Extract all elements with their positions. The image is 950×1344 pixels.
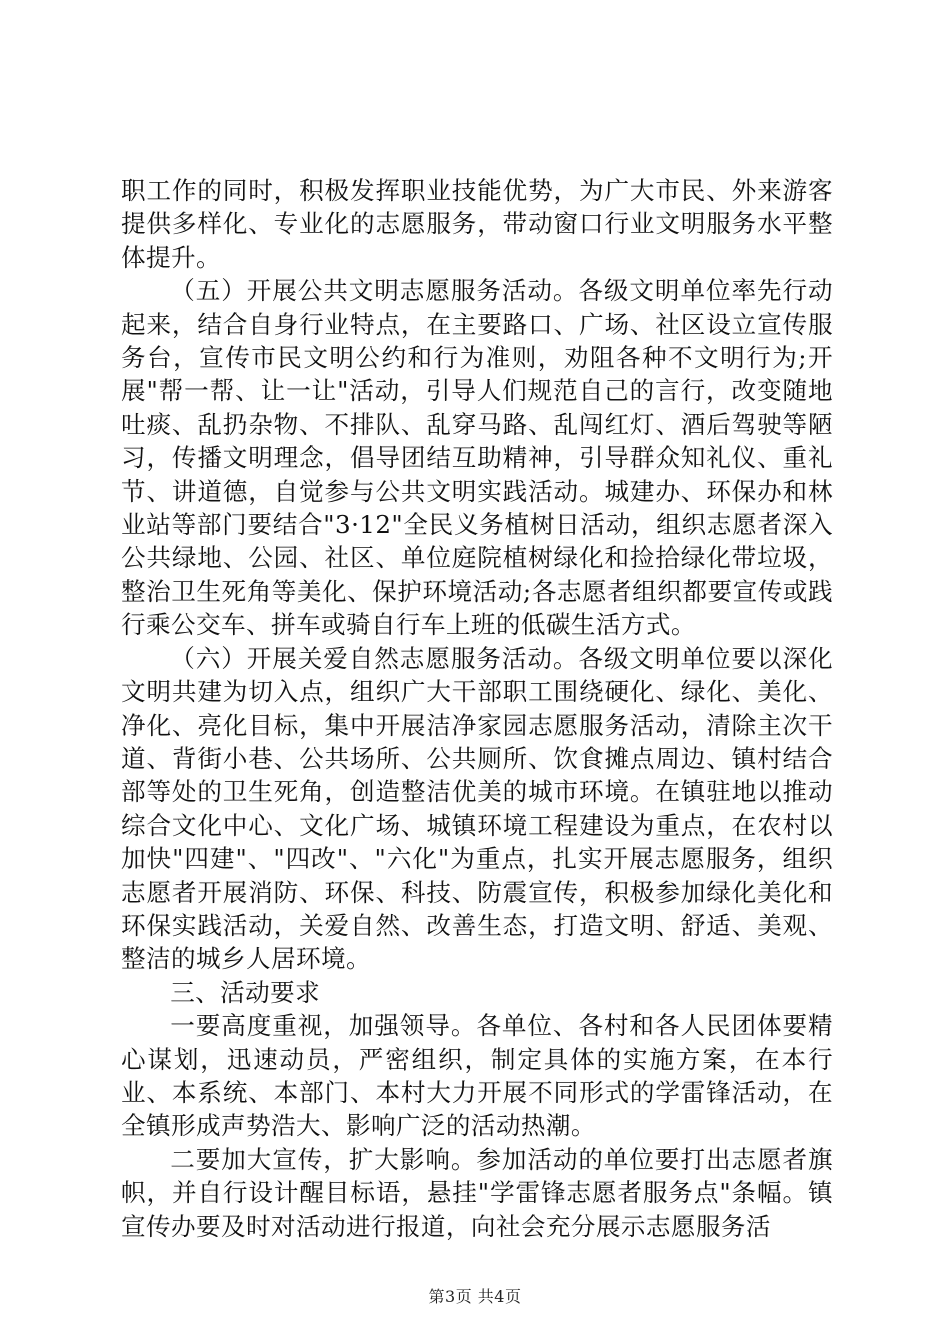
- paragraph-nature-care: （六）开展关爱自然志愿服务活动。各级文明单位要以深化文明共建为切入点，组织广大干部职工围绕硬化、绿化、美化、净化、亮化目标，集中开展洁净家园志愿服务活动，清除主次干道、背街小巷、公共场所、公共厕所、饮食摊点周边、镇村结合部等处的卫生死角，创造整洁优美的城市环境。在镇驻地以推动综合文化中心、文化广场、城镇环境工程建设为重点，在农村以加快"四建"、"四改"、"六化"为重点，扎实开展志愿服务，组织志愿者开展消防、环保、科技、防震宣传，积极参加绿化美化和环保实践活动，关爱自然、改善生态，打造文明、舒适、美观、整洁的城乡人居环境。: [121, 643, 833, 974]
- paragraph-public-civility: （五）开展公共文明志愿服务活动。各级文明单位率先行动起来，结合自身行业特点，在主要路口、广场、社区设立宣传服务台，宣传市民文明公约和行为准则，劝阻各种不文明行为;开展"帮一帮、让一让"活动，引导人们规范自己的言行，改变随地吐痰、乱扔杂物、不排队、乱穿马路、乱闯红灯、酒后驾驶等陋习，传播文明理念，倡导团结互助精神，引导群众知礼仪、重礼节、讲道德，自觉参与公共文明实践活动。城建办、环保办和林业站等部门要结合"3·12"全民义务植树日活动，组织志愿者深入公共绿地、公园、社区、单位庭院植树绿化和捡拾绿化带垃圾，整治卫生死角等美化、保护环境活动;各志愿者组织都要宣传或践行乘公交车、拼车或骑自行车上班的低碳生活方式。: [121, 276, 833, 640]
- section-heading-requirements: 三、活动要求: [170, 977, 321, 1007]
- document-body: [121, 174, 833, 1243]
- paragraph-requirement-two: 二要加大宣传，扩大影响。参加活动的单位要打出志愿者旗帜，并自行设计醒目标语，悬挂"学雷锋志愿者服务点"条幅。镇宣传办要及时对活动进行报道，向社会充分展示志愿服务活: [121, 1144, 833, 1241]
- paragraph-continuation: 职工作的同时，积极发挥职业技能优势，为广大市民、外来游客提供多样化、专业化的志愿服务，带动窗口行业文明服务水平整体提升。: [121, 176, 833, 272]
- paragraph-requirement-one: 一要高度重视，加强领导。各单位、各村和各人民团体要精心谋划，迅速动员，严密组织，制定具体的实施方案，在本行业、本系统、本部门、本村大力开展不同形式的学雷锋活动，在全镇形成声势浩大、影响广泛的活动热潮。: [121, 1011, 833, 1141]
- page-footer: 第3页 共4页: [428, 1287, 522, 1306]
